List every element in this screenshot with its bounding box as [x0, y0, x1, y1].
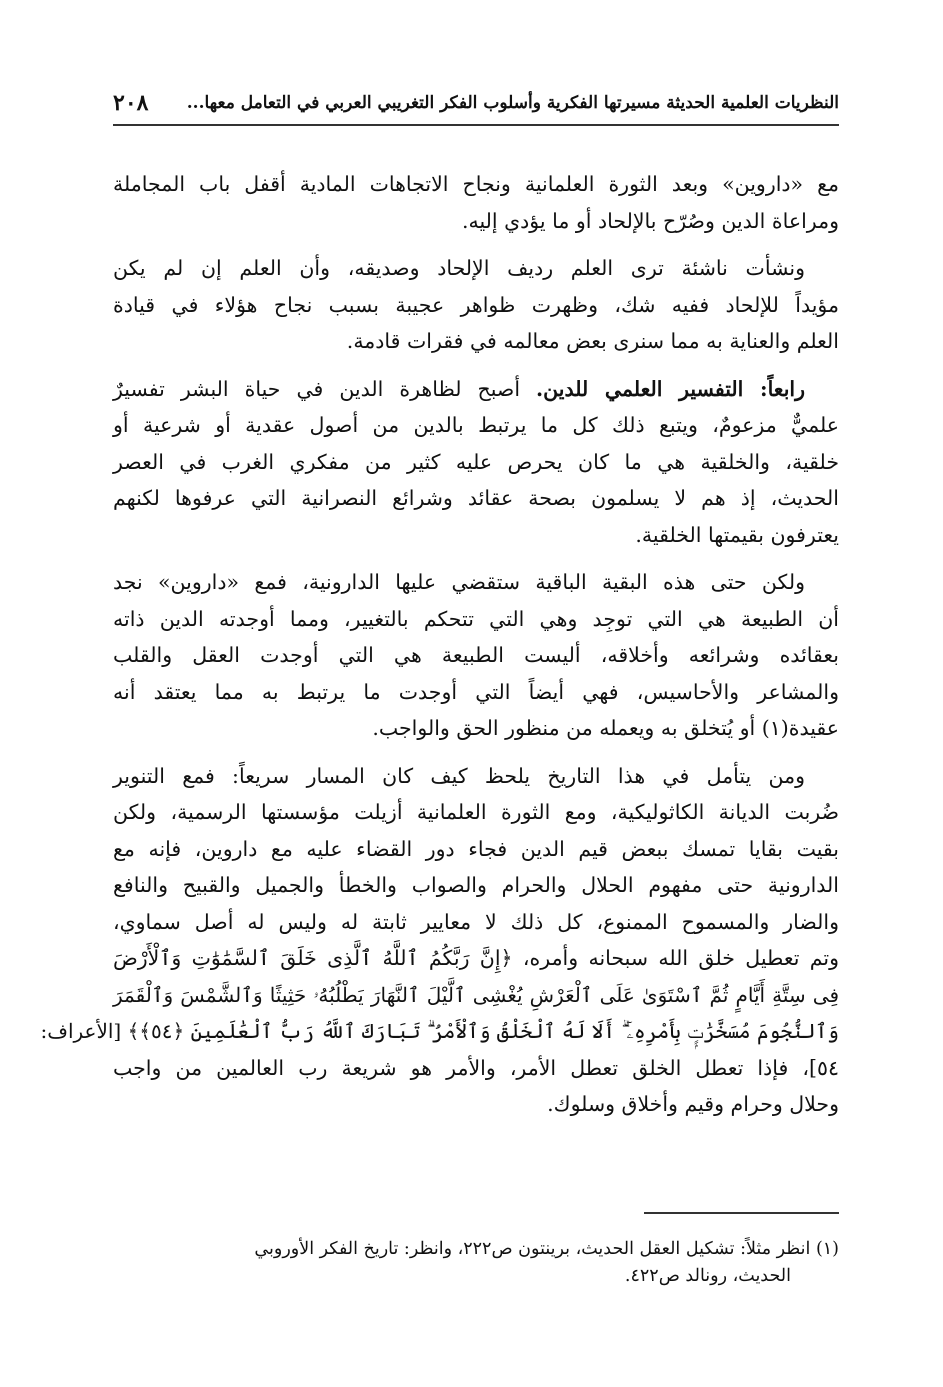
paragraph-5	[40, 758, 839, 1123]
footnote-line: الحديث، رونالد ص٤٢٢.	[624, 1266, 791, 1286]
text-line: بعقائده وشرائعه وأخلاقه، أليست الطبيعة هي التي أوجدت العقل والقلب	[113, 643, 839, 667]
text-line: والضار والمسموح الممنوع، كل ذلك لا معايير ثابتة له وليس له أصل سماوي،	[113, 909, 839, 934]
section-heading: رابعاً: التفسير العلمي للدين.	[536, 376, 805, 401]
paragraph-1	[113, 166, 839, 239]
page-header	[113, 88, 839, 118]
quran-verse-line: فِى سِتَّةِ أَيَّامٍ ثُمَّ ٱسْتَوَىٰ عَلَى ٱلْعَرْشِ يُغْشِى ٱلَّيْلَ ٱلنَّهَارَ يَطْلُبُهُۥ حَثِيثًا وَٱلشَّمْسَ وَٱلْقَمَرَ	[113, 982, 839, 1007]
text-line: الحديث، إذ هم لا يسلمون بصحة عقائد وشرائع النصرانية التي عرفوها لكنهم	[113, 486, 839, 510]
running-title: النظريات العلمية الحديثة مسيرتها الفكرية وأسلوب الفكر التغريبي العربي في التعامل معها...	[186, 93, 839, 113]
quran-verse-line: وَٱلنُّجُومَ مُسَخَّرَٰتٍۭ بِأَمْرِهِۦٓ ۗ أَلَا لَهُ ٱلْخَلْقُ وَٱلْأَمْرُ ۗ تَبَارَكَ ٱللَّهُ رَبُّ ٱلْعَٰلَمِينَ ﴿٥٤﴾﴾ [الأعراف:	[40, 1019, 839, 1043]
text-line	[113, 371, 839, 408]
header-rule	[113, 124, 839, 126]
paragraph-3	[113, 371, 839, 554]
text-line: علميٌّ مزعومٌ، ويتبع ذلك كل ما يرتبط بالدين من أصول عقدية أو شرعية أو	[113, 413, 839, 437]
text-line: بقيت بقايا تمسك ببعض قيم الدين فجاء دور القضاء عليه مع داروين، فإنه مع	[113, 836, 839, 861]
text-line-with-footnote-ref: عقيدة(١) أو يُتخلق به ويعمله من منظور الحق والواجب.	[372, 716, 839, 740]
text-line: أن الطبيعة هي التي توجِد وهي التي تتحكم بالتغيير، ومما أوجدته الدين ذاته	[113, 606, 839, 631]
text-line: خلقية، والخلقية هي ما كان يحرص عليه كثير من مفكري الغرب في العصر	[113, 449, 839, 474]
text-line: ونشأت ناشئة ترى العلم رديف الإلحاد وصديقه، وأن العلم إن لم يكن	[113, 256, 805, 280]
text-line: والمشاعر والأحاسيس، فهي أيضاً التي أوجدت ما يرتبط به مما يعتقد أنه	[113, 679, 839, 704]
paragraph-4	[113, 564, 839, 747]
text-line: يعترفون بقيمتها الخلقية.	[635, 522, 839, 547]
footnote-rule	[644, 1212, 839, 1214]
page-number: ٢٠٨	[113, 90, 149, 116]
text-line: ومراعاة الدين وصُرّح بالإلحاد أو ما يؤدي إليه.	[461, 208, 839, 233]
paragraph-2	[113, 250, 839, 360]
footnote-line: (١) انظر مثلاً: تشكيل العقل الحديث، برينتون ص٢٢٢، وانظر: تاريخ الفكر الأوروبي	[254, 1239, 839, 1259]
text-line: العلم والعناية به مما سنرى بعض معالمه في فقرات قادمة.	[346, 329, 839, 353]
text-line: ضُربت الديانة الكاثوليكية، ومع الثورة العلمانية أزيلت مؤسستها الرسمية، ولكن	[113, 800, 839, 824]
footnote-1	[113, 1236, 839, 1290]
text-line: مع «داروين» وبعد الثورة العلمانية ونجاح الاتجاهات المادية أقفل باب المجاملة	[113, 172, 839, 196]
text-line: الدارونية حتى مفهوم الحلال والحرام والصواب والخطأ والجميل والقبيح والنافع	[113, 873, 839, 897]
text-line: ولكن حتى هذه البقية الباقية ستقضي عليها الدارونية، فمع «داروين» نجد	[113, 570, 805, 594]
text-line: وحلال وحرام وقيم وأخلاق وسلوك.	[547, 1092, 839, 1116]
text-fragment: أصبح لظاهرة الدين في حياة البشر تفسيرٌ	[113, 376, 537, 401]
text-line: مؤيداً للإلحاد ففيه شك، وظهرت ظواهر عجيبة بسبب نجاح هؤلاء في قيادة	[113, 292, 839, 317]
text-line: وتم تعطيل خلق الله سبحانه وأمره، ﴿إِنَّ رَبَّكُمُ ٱللَّهُ ٱلَّذِى خَلَقَ ٱلسَّمَٰوَٰتِ وَٱلْأَرْضَ	[113, 946, 839, 970]
body-text	[40, 166, 839, 1134]
text-line: ٥٤]، فإذا تعطل الخلق تعطل الأمر، والأمر هو شريعة رب العالمين من واجب	[113, 1055, 839, 1080]
text-line: ومن يتأمل في هذا التاريخ يلحظ كيف كان المسار سريعاً: فمع التنوير	[113, 763, 805, 788]
